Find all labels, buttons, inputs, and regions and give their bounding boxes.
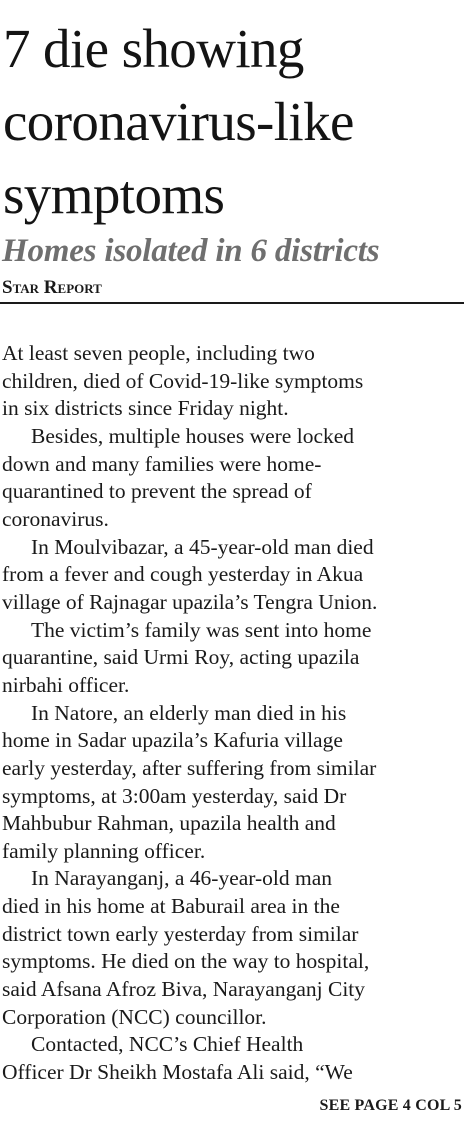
body-line: village of Rajnagar upazila’s Tengra Union. [2,589,378,614]
body-line: Officer Dr Sheikh Mostafa Ali said, “We [2,1060,353,1085]
continued-jump-line: SEE PAGE 4 COL 5 [319,1097,462,1114]
headline-line: coronavirus-like [3,91,354,152]
body-line: In Natore, an elderly man died in his [31,700,347,725]
body-line: symptoms, at 3:00am yesterday, said Dr [2,783,347,808]
body-line: down and many families were home- [2,451,322,476]
headline-line: 7 die showing [3,18,304,79]
body-line: In Moulvibazar, a 45-year-old man died [31,534,374,559]
body-line: The victim’s family was sent into home [31,617,372,642]
body-line: quarantine, said Urmi Roy, acting upazila [2,645,360,670]
headline-line: symptoms [3,164,225,225]
body-line: symptoms. He died on the way to hospital, [2,949,370,974]
body-line: family planning officer. [2,838,206,863]
body-line: At least seven people, including two [2,341,315,365]
byline-divider [0,302,464,304]
subheadline: Homes isolated in 6 districts [2,233,380,269]
body-line: nirbahi officer. [2,672,130,697]
body-line: Mahbubur Rahman, upazila health and [2,811,336,836]
body-line: Corporation (NCC) councillor. [2,1004,267,1029]
body-line: home in Sadar upazila’s Kafuria village [2,728,343,753]
headline [0,0,464,231]
body-line: In Narayanganj, a 46-year-old man [31,866,333,891]
byline: Star Report [2,277,102,298]
body-line: said Afsana Afroz Biva, Narayanganj City [2,977,366,1002]
body-line: early yesterday, after suffering from similar [2,755,377,780]
body-line: children, died of Covid-19-like symptoms [2,368,364,393]
body-line: Besides, multiple houses were locked [31,423,355,448]
body-line: quarantined to prevent the spread of [2,479,312,504]
body-line: from a fever and cough yesterday in Akua [2,562,364,587]
body-line: in six districts since Friday night. [2,396,289,421]
body-line: coronavirus. [2,506,109,531]
article-body [2,340,464,1087]
body-line: district town early yesterday from similar [2,921,359,946]
body-line: died in his home at Baburail area in the [2,894,340,919]
body-line: Contacted, NCC’s Chief Health [31,1032,304,1057]
